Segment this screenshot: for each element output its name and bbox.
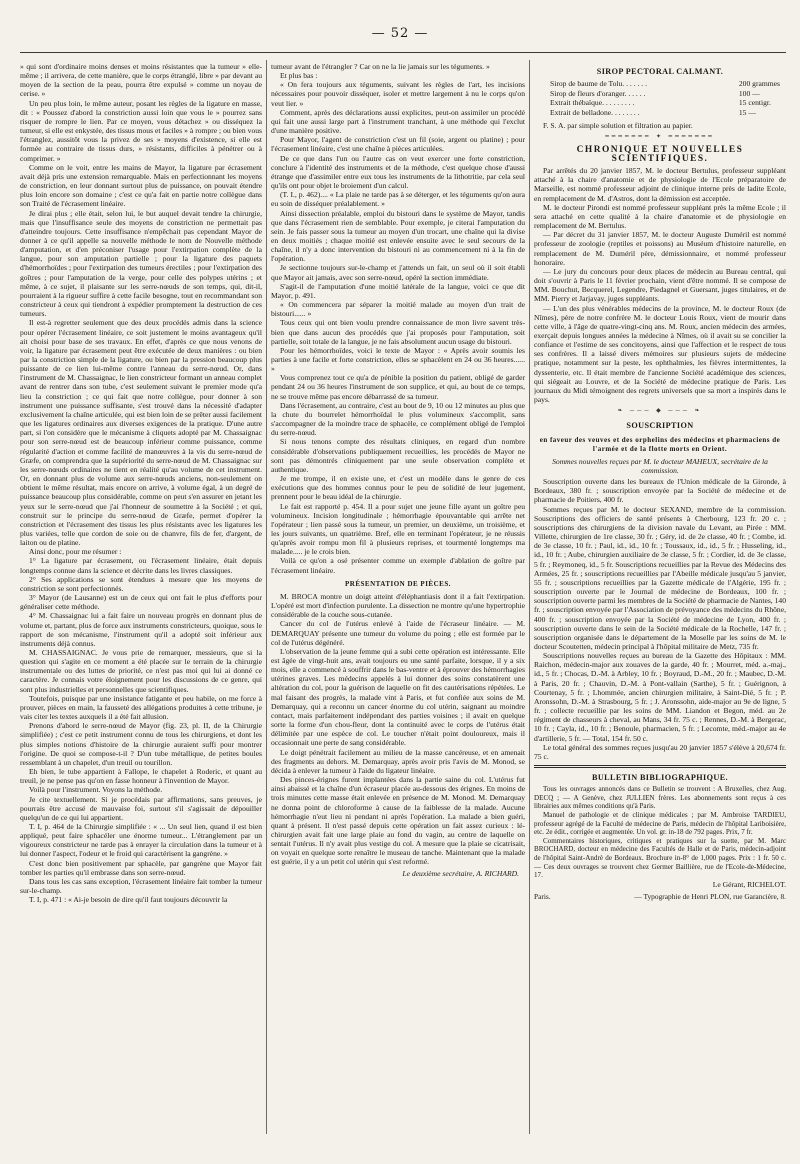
paragraph: Prenons d'abord le serre-nœud de Mayor (fig. 23, pl. II, de la Chirurgie simplifiée) ; c'est ce petit instrument connu de tous les chirurgiens, et dont les plus simples notions d'histoire de la chirurgie auraient suffi pour montrer l'origine. De quoi se compose-t-il ? D'un tube métallique, de petites boules ressemblant à un chapelet, d'un treuil ou tourillon. xyxy=(20,721,262,767)
paragraph: T. I, p. 464 de la Chirurgie simplifiée : « ... Un seul lien, quand il est bien appliqué, peut faire sphacéler une énorme tumeur... L'étranglement par un vigoureux constricteur ne tarde pas à enrayer la circulation dans la tumeur et à lui donner l'aspect, l'odeur et le froid qui caractérisent la gangrène. » xyxy=(20,821,262,859)
paragraph: » qui sont d'ordinaire moins denses et moins résistantes que la tumeur » elle-même ; il arrivera, de cette manière, que le corps étranglé, libre » par devant au moyen de la section de la peau, pourra être expulsé » comme un noyau de cerise. » xyxy=(20,62,262,99)
sirop-title: SIROP PECTORAL CALMANT. xyxy=(596,67,724,76)
bulletin-section xyxy=(534,785,786,880)
paragraph: Je cite textuellement. Si je procédais par affirmations, sans preuves, je pourrais être accusé de mauvaise foi, surtout s'il s'agissait de dépouiller quelqu'un de ce qui lui appartient. xyxy=(20,794,262,822)
paragraph: tumeur avant de l'étrangler ? Car on ne la lie jamais sur les téguments. » xyxy=(271,62,490,71)
paragraph: M. le docteur Pirondi est nommé professeur suppléant près la même Ecole ; il sera attaché en cette qualité à la chaire d'anatomie et de physiologie en remplacement de M. Bertulus. xyxy=(534,202,786,231)
paragraph: Un peu plus loin, le même auteur, posant les règles de la ligature en masse, dit : « Poussez d'abord la constriction aussi loin que vous le » pourrez sans risquer de rompre le lien. Par ce moyen, vous détachez » ou disséquez la tumeur, si elle est enkystée, des tissus mous et faciles » à rompre ; ou bien vous l'étranglez, aussitôt vous la privez de ses » moyens d'existence, si elle est formée au contraire de tissus durs, » résistants, difficiles à pénétrer ou à comprimer. » xyxy=(20,98,262,163)
recipe-item-name: Sirop de baume de Tolu. . . . . . . xyxy=(550,79,647,89)
paragraph: M. BROCA montre un doigt atteint d'éléphantiasis dont il a fait l'extirpation. L'opéré est mort d'infection purulente. La dissection ne montre qu'une hypertrophie considérable de la couche sous-cutanée. xyxy=(271,591,525,620)
paragraph: Pour Mayor, l'agent de constriction c'est un fil (soie, argent ou platine) ; pour l'écrasement linéaire, c'est une chaîne à pièces articulées. xyxy=(271,135,525,154)
section-heading-presentation: PRÉSENTATION DE PIÈCES. xyxy=(345,579,451,588)
paragraph: Comme on le voit, entre les mains de Mayor, la ligature par écrasement avait déjà pris une extension remarquable. Mais en perfectionnant les moyens de constriction, en leur donnant surtout plus de puissance, on pouvait étendre plus loin encore son domaine ; c'est ce qu'a fait en partie notre collègue dans son Traité de l'écrasement linéaire. xyxy=(20,162,262,209)
paragraph: 2° Ses applications se sont étendues à mesure que les moyens de constriction se sont perfectionnés. xyxy=(20,574,262,593)
column-1 xyxy=(20,62,262,1132)
paragraph: Le total général des sommes reçues jusqu'au 20 janvier 1857 s'élève à 20,674 fr. 75 c. xyxy=(534,742,786,761)
recipe-item-value: 15 — xyxy=(738,107,756,117)
paragraph: Cancer du col de l'utérus enlevé à l'aide de l'écraseur linéaire. — M. DEMARQUAY présente une tumeur du volume du poing ; elle est formée par le col de l'utérus dégénéré. xyxy=(271,619,525,647)
bulletin-entry: Manuel de pathologie et de clinique médicales ; par M. Ambroise TARDIEU, professeur agrégé de la Faculté de médecine de Paris, médecin de l'hôpital Lariboisière, etc. 2e édit., corrigée et augmentée. Un vol. gr. in-18 de 792 pages. Prix, 7 fr. xyxy=(534,810,786,837)
recipe-item-value: 200 grammes xyxy=(738,79,780,89)
bulletin-title: BULLETIN BIBLIOGRAPHIQUE. xyxy=(591,773,729,782)
ornament-divider: ━━━━━━━ ✦ ━━━━━━━ xyxy=(605,133,715,140)
ornament-divider: ❧ ─── ◆ ─── ❧ xyxy=(617,408,703,415)
recipe-item-name: Sirop de fleurs d'oranger. . . . . . xyxy=(550,88,646,98)
paragraph: Souscription ouverte dans les bureaux de l'Union médicale de la Gironde, à Bordeaux, 380 fr. ; souscription envoyée par la Société de médecine et de pharmacie de Poitiers, 400 fr. xyxy=(534,477,786,505)
paragraph: Dans l'écrasement, au contraire, c'est au bout de 9, 10 ou 12 minutes au plus que la chute du bourrelet hémorrhoïdal le plus volumineux s'accomplit, sans s'accompagner de la moindre trace de sphacèle, ce complément obligé de l'emploi du serre-nœud. xyxy=(271,400,525,438)
paragraph: Et plus bas : xyxy=(280,71,318,81)
paragraph: « On fera toujours aux téguments, suivant les règles de l'art, les incisions nécessaires pour pouvoir disséquer, isoler et mettre largement à nu le corps qu'on veut lier. » xyxy=(271,80,525,108)
column-2 xyxy=(271,62,525,1132)
paragraph: L'observation de la jeune femme qui a subi cette opération est intéressante. Elle est âgée de vingt-huit ans, avait toujours eu une santé parfaite, lorsque, il y a six mois, elle a commencé à souffrir dans le bas-ventre et à éprouver des hémorrhagies utérines graves. Les médecins appelés à lui donner des soins constatèrent une altération du col, pour la guérison de laquelle on fit des cautérisations répétées. Le mal faisant des progrès, la malade vint à Paris, et fut confiée aux soins de M. Demarquay, qui a reconnu un cancer énorme du col utérin, saignant au moindre contact, mais parfaitement indépendant des parties voisines ; il avait en quelque sorte la forme d'un chou-fleur, dont la continuité avec le corps de l'utérus était délimitée par une espèce de col. Le toucher n'était point douloureux, mais il occasionnait une perte de sang considérable. xyxy=(271,646,525,748)
paragraph: (T. I., p. 462).... « La plaie ne tarde pas à se déterger, et les téguments qu'on aura eu soin de disséquer préalablement. » xyxy=(271,190,525,209)
paragraph: T. I, p. 471 : « Ai-je besoin de dire qu'il faut toujours découvrir la xyxy=(29,895,228,905)
souscription-title: SOUSCRIPTION xyxy=(626,421,694,431)
paragraph: 3° Mayor (de Lausanne) est un de ceux qui ont fait le plus d'efforts pour généraliser cette méthode. xyxy=(20,593,262,612)
paragraph: Je dirai plus ; elle était, selon lui, le but auquel devait tendre la chirurgie, mais que l'insuffisance seule des moyens de constriction ne permettait pas d'atteindre toujours. Cette insuffisance n'empêchait pas cependant Mayor de donner à ce qu'il appelle sa nouvelle méthode le nom de Nouvelle méthode d'amputation, et d'en préconiser l'usage pour l'extirpation complète de la langue, pour son amputation partielle ; pour la ligature des paquets d'hémorrhoïdes ; pour l'extirpation des tumeurs érectiles ; pour l'extirpation des goîtres ; pour l'amputation de la verge, pour celle des polypes utérins ; et même, à ce sujet, il plaisante sur les serre-nœuds de son temps, qui, dit-il, pourraient à la rigueur suffire à cette facile besogne, tout en recommandant son constricteur à ceux qui tiendront à expédier promptement la destruction de ces tumeurs. xyxy=(20,208,262,319)
paragraph: Ainsi dissection préalable, emploi du bistouri dans le système de Mayor, tandis que dans l'écrasement rien de semblable. Pour exemple, je citerai l'amputation du sein. Je fais passer sous la tumeur au moyen d'un trocart, une chaîne qui la divise en deux moitiés ; chaque moitié est enlevée ensuite avec le seul secours de la chaîne, il n'y a donc intervention du bistouri ni au commencement ni à la fin de l'opération. xyxy=(271,208,525,264)
paragraph: Le fait est rapporté p. 454. Il a pour sujet une jeune fille ayant un goître peu volumineux. Incision longitudinale ; hémorrhagie épouvantable qui arrête net l'opérateur ; lien passé sous la tumeur, un premier, un deuxième, un troisième, et les jours suivants, un quatrième. Bref, elle en terminant l'opérateur, je ne réussis qu'après avoir rompu mon fil à plusieurs reprises, et tourmenté longtemps ma malade..... je le crois bien. xyxy=(271,501,525,557)
paragraph: — Le jury du concours pour deux places de médecin au Bureau central, qui doit s'ouvrir à Paris le 11 février prochain, vient d'être nommé. Il se compose de MM. Bouchut, Becquerel, Legendre, Piedagnel et Guersant, juges titulaires, et de MM. Pierry et Jarjavay, juges suppléants. xyxy=(534,266,786,304)
paragraph: « On commencera par séparer la moitié malade au moyen d'un trait de bistouri...... » xyxy=(271,300,525,319)
paragraph: M. CHASSAIGNAC. Je vous prie de remarquer, messieurs, que si la question qui s'agite en ce moment a été placée sur le terrain de la chirurgie instrumentale ou des luttes de priorité, ce n'est pas moi qui lui ai donné ce caractère. Je connais votre éloignement pour les discussions de ce genre, qui sont plus industrielles et personnelles que scientifiques. xyxy=(20,648,262,694)
paragraph: De ce que dans l'un ou l'autre cas on veut exercer une forte constriction, conclure à l'identité des instruments et de la méthode, c'est quelque chose d'aussi étrange que d'assimiler entre eux tous les instruments de la lithotritie, par cela seul qu'ils ont pour objet le broiement d'un calcul. xyxy=(271,153,525,191)
souscription-subtitle: en faveur des veuves et des orphelins des médecins et pharmaciens de l'armée et de la flotte morts en Orient. xyxy=(539,435,781,453)
paragraph: Il est-à regretter seulement que des deux procédés admis dans la science pour opérer l'écrasement linéaire, ce soit justement le moins avantageux qu'il ait choisi pour base de ses travaux. En effet, d'après ce que nous venons de voir, la ligature par écrasement peut être exécutée de deux manières : ou bien par la constriction simple de la ligature, ou bien par la pression beaucoup plus puissante de ce lien lui-même contre l'anneau du serre-nœud. Or, dans l'instrument de M. Chassaignac, le lien constricteur formant un anneau complet avant de rentrer dans son tube, c'est seulement suivant le premier mode qu'a lieu la constriction ; ce qui fait que notre collègue, pour donner à son instrument une puissance suffisante, s'est trouvé dans la nécessité d'adapter exclusivement la chaîne articulée, qui est bien loin de se prêter aussi facilement que les ligatures ordinaires aux diverses exigences de la pratique. D'une autre part, si l'on considère que le mécanisme à cliquets adopté par M. Chassaignac pour son serre-nœud est de beaucoup inférieur comme puissance, comme régularité d'action et comme facilité de manœuvres à la vis du serre-nœud de Græfe, on comprendra que la supériorité du serre-nœud de M. Chassaignac sur les serre-nœuds ordinaires ne tient en réalité qu'au volume de cet instrument. Or, en donnant plus de volume aux serre-nœuds anciens, non-seulement on obtient le même résultat, mais encore on arrive, à volume égal, à un degré de puissance beaucoup plus considérable, comme on peut s'en assurer en jetant les yeux sur le serre-nœud que j'ai l'honneur de soumettre à la Société ; et qui, construit sur le principe du serre-nœud de Græfe, permet d'opérer la constriction et l'écrasement des tissus les plus résistants avec les ligatures les plus variées, telle que cordon de soie ou de chanvre, fils de fer, d'argent, de laiton ou de platine. xyxy=(20,318,262,548)
sirop-recipe xyxy=(550,79,780,117)
bulletin-intro: Tous les ouvrages annoncés dans ce Bulletin se trouvent : A Bruxelles, chez Aug. DECQ ; — A Genève, chez JULLIEN frères. Les abonnements sont reçus à ces librairies aux mêmes conditions qu'à Paris. xyxy=(534,785,786,811)
paragraph: Tous ceux qui ont bien voulu prendre connaissance de mon livre savent très-bien que dans aucun des procédés que j'ai proposés pour l'amputation, soit partielle, soit totale de la langue, je ne fais absolument aucun usage du bistouri. xyxy=(271,318,525,346)
paragraph: Le doigt pénétrait facilement au milieu de la masse cancéreuse, et en amenait des fragments au dehors. M. Demarquay, après avoir pris l'avis de M. Monod, se décida à enlever la tumeur à l'aide du ligateur linéaire. xyxy=(271,747,525,775)
paragraph: Ainsi donc, pour me résumer : xyxy=(29,547,122,557)
paragraph: — Par décret du 31 janvier 1857, M. le docteur Auguste Duméril est nommé professeur de zoologie (reptiles et poissons) au Muséum d'histoire naturelle, en remplacement de M. Duméril père, démissionnaire, et nommé professeur honoraire. xyxy=(534,230,786,267)
recipe-item-name: Extrait thébaïque. . . . . . . . . xyxy=(550,98,635,108)
paragraph: Des pinces-érignes furent implantées dans la partie saine du col. L'utérus fut ainsi abaissé et la chaîne d'un écraseur placée au-dessous des érignes. En moins de trois minutes cette masse était enlevée en présence de M. Monod. M. Demarquay ne donna point de chloroforme à cause de la faiblesse de la malade. Aucune hémorrhagie n'eut lieu ni pendant ni après l'opération. La malade a bien guéri, quant à présent. Il n'est passé depuis cette opération un fait assez curieux : lé-chirurgien avait fait une large plaie au fond du vagin, au centre de laquelle on sentait l'utérus. Il n'y avait plus vestige du col. A mesure que la plaie se cicatrisait, on voyait en quelque sorte renaître le museau de tanche. Maintenant que la malade est guérie, il y a un petit col utérin qui s'est reformé. xyxy=(271,775,525,867)
recipe-item-name: Extrait de belladone. . . . . . . . xyxy=(550,107,640,117)
paragraph: Voilà pour l'instrument. Voyons la méthode. xyxy=(29,785,163,795)
paragraph: 1° La ligature par écrasement, ou l'écrasement linéaire, était depuis longtemps connue dans la science et décrite dans les livres classiques. xyxy=(20,556,262,575)
top-rule xyxy=(20,52,786,53)
secretary-signature: Le deuxième secrétaire, A. RICHARD. xyxy=(402,868,519,878)
paragraph: Comment, après des déclarations aussi explicites, peut-on assimiler un procédé qui fait une aussi large part à l'instrument tranchant, à une méthode qui l'exclut d'une manière positive. xyxy=(271,107,525,136)
bulletin-entry: Commentaires historiques, critiques et pratiques sur la suette, par M. Marc BROCHARD, docteur en médecine des Facultés de Halle et de Paris, médecin-adjoint de l'hôpital Saint-Andrè de Bordeaux. Brochure in-8° de 1,000 pages. Prix : 1 fr. 50 c. — Ces deux ouvrages se trouvent chez Germer Baillière, rue de l'Ecole-de-Médecine, 17. xyxy=(534,836,786,880)
paragraph: Eh bien, le tube appartient à Fallope, le chapelet à Roderic, et quant au treuil, je ne pense pas qu'on en fasse honneur à l'invention de Mayor. xyxy=(20,767,262,786)
paragraph: Je sectionne toujours sur-le-champ et j'attends un fait, un seul où il soit établi que Mayor ait jamais, avec son serre-nœud, opéré la section immédiate. xyxy=(271,263,525,282)
printer-city: Paris. xyxy=(534,891,551,901)
paragraph: — L'un des plus vénérables médecins de la province, M. le docteur Roux (de Nîmes), père de notre confrère M. le docteur Louis Roux, vient de mourir dans cette ville, à l'âge de quatre-vingt-cinq ans. M. Roux, ancien médecin des armées, exerçait depuis longues années la médecine à Nîmes, où il avait su se concilier la confiance et l'estime de ses concitoyens, ainsi que l'affection et le respect de tous ses confrères. Il a laissé divers mémoires sur plusieurs sujets de médecine pratique, notamment sur la peste, les ophthalmies, les fièvres intermittentes, la dyssenterie, etc. Il était membre de l'ancienne Société académique des sciences, qui siégeait au Louvre, et de la Société de médecine pratique de Paris. Les journaux du Midi témoignent des regrets universels que sa mort a inspirés dans le pays. xyxy=(534,303,786,405)
paragraph: Sommes reçues par M. le docteur SEXAND, membre de la commission. Souscriptions des officiers de santé présents à Cherbourg, 123 fr. 20 c. ; souscriptions des chirurgiens de la division navale du Levant, au Pirée : MM. Villette, chirurgien de 1re classe, 30 fr. ; Géry, id. de 2e classe, 40 fr. ; Combe, id. de 3e classe, 10 fr. ; Paul, id., id., 10 fr. ; Toussaux, id., id., 5 fr. ; Husseling, id., id., 10 fr. ; Aube, chirurgien auxiliaire de 3e classe, 5 fr. ; Cordier, id. de 3e classe, 5 fr. ; Reymoneq, id., 5 fr. Souscriptions recueillies par la Revue des Médecins des Armées, 25 fr. ; souscriptions recueillies par l'Abeille médicale jusqu'au 5 janvier, 55 fr. ; souscriptions recueillies par la Gazette médicale de l'Algérie, 195 fr. ; souscription ouverte par le Journal de médecine de Bordeaux, 100 fr. ; souscription ouverte parmi les membres de la Société de pharmacie de Nantes, 140 fr. ; souscription envoyée par l'Association de prévoyance des médecins du Rhône, 400 fr. ; souscription envoyée par la Société de médecine de Lyon, 400 fr. ; souscription ouverte dans le sein de la Société médicale de la Rochelle, 147 fr. ; souscription organisée dans le département de la Moselle par les soins de M. le docteur Scoutetten, médecin principal à l'hôpital militaire de Metz, 735 fr. xyxy=(534,504,786,651)
souscription-italic-line: Sommes nouvelles reçues par M. le docteur MAHEUX, secrétaire de la commission. xyxy=(552,456,768,475)
paragraph: Vous comprenez tout ce qu'a de pénible la position du patient, obligé de garder pendant 24 ou 36 heures l'instrument de son supplice, et qui, au bout de ce temps, ne se trouve même pas encore débarrassé de sa tumeur. xyxy=(271,373,525,401)
double-rule xyxy=(534,765,786,768)
recipe-item-value: 100 — xyxy=(738,88,760,98)
column-divider-2 xyxy=(529,60,530,1134)
paragraph: Souscriptions nouvelles reçues au bureau de la Gazette des Hôpitaux : MM. Raichon, médecin-major aux zouaves de la garde, 40 fr. ; Mourret, méd. a.-maj., id., 5 fr. ; Chocas, D.-M. à Arbley, 10 fr. ; Boyraud, D.-M., 20 fr. ; Maubec, D.-M. à Paris, 20 fr. ; Chauvin, D.-M. à Pont-vallain (Sarthe), 5 fr. ; Guérignon, à Courtenay, 5 fr. ; Lhommée, ancien chirurgien militaire, à Saint-Dié, 5 fr. ; P. Aronssohn, D.-M. à Strasbourg, 5 fr. ; J. Aronssohn, aide-major au 9e de ligne, 5 fr. ; collecte recueillie par les soins de MM. Liandon et Begon, méd. au 2e régiment de chasseurs à cheval, au Mans, 34 fr. 75 c. ; Rennes, D.-M. à Bergerac, 10 fr. ; Cayla, id., 10 fr. ; Benoule, pharmacien, 5 fr. ; Lecomte, méd.-major au 4e d'artillerie, 5 fr. — Total, 154 fr. 50 c. xyxy=(534,651,786,743)
printer-line xyxy=(534,892,786,901)
paragraph: S'agit-il de l'amputation d'une moitié latérale de la langue, voici ce que dit Mayor, p. 491. xyxy=(271,281,525,300)
paragraph: Pour les hémorrhoïdes, voici le texte de Mayor : « Après avoir soumis les parties à une facile et forte constriction, elles se sphacèlent en 24 ou 36 heures...... » xyxy=(271,345,525,374)
paragraph: C'est donc bien positivement par sphacèle, par gangrène que Mayor fait tomber les parties qu'il embrasse dans son serre-nœud. xyxy=(20,858,262,877)
paragraph: Dans tous les cas sans exception, l'écrasement linéaire fait tomber la tumeur sur-le-champ. xyxy=(20,876,262,896)
paragraph: Je me trompe, il en existe une, et c'est un modèle dans le genre de ces exécutions que des hommes connus pour le peu de solidité de leur jugement, prennent pour le beau idéal de la chirurgie. xyxy=(271,474,525,502)
paragraph: Si nous tenons compte des résultats cliniques, en regard d'un nombre considérable d'observations publiquement recueillies, les procédés de Mayor ne sont pas démontrés cliniquement par une seule observation complète et authentique. xyxy=(271,437,525,474)
paragraph: Voilà ce qu'on a osé présenter comme un exemple d'ablation de goître par l'écrasement linéaire. xyxy=(271,556,525,575)
gerant-line: Le Gérant, RICHELOT. xyxy=(712,879,786,889)
column-3 xyxy=(534,62,786,1132)
recipe-note: F. S. A. par simple solution et filtration au papier. xyxy=(543,120,693,130)
page-number: — 52 — xyxy=(371,26,429,41)
paragraph: Toutefois, puisque par une insistance fatigante et peu habile, on me force à prouver, pièces en main, la fausseté des allégations produites à cette tribune, je vais citer les textes auxquels il a été fait allusion. xyxy=(20,693,262,722)
printer-text: — Typographie de Henri PLON, rue Garancière, 8. xyxy=(634,891,786,901)
recipe-item-value: 15 centigr. xyxy=(738,98,771,108)
chronique-title: CHRONIQUE ET NOUVELLES SCIENTIFIQUES. xyxy=(576,144,744,164)
paragraph: Par arrêtés du 20 janvier 1857, M. le docteur Bertulus, professeur suppléant attaché à la chaire d'anatomie et de physiologie de l'Ecole préparatoire de Marseille, est nommé professeur adjoint de clinique interne près de ladite Ecole, en remplacement de M. d'Astros, dont la démission est acceptée. xyxy=(534,166,786,203)
paragraph: 4° M. Chassaignac lui a fait faire un nouveau progrès en donnant plus de volume et, partant, plus de force aux instruments constricteurs, quoique, sous le rapport de son mécanisme, l'instrument qu'il a adopté soit inférieur aux instruments déjà connus. xyxy=(20,611,262,648)
column-divider-1 xyxy=(266,60,267,1134)
